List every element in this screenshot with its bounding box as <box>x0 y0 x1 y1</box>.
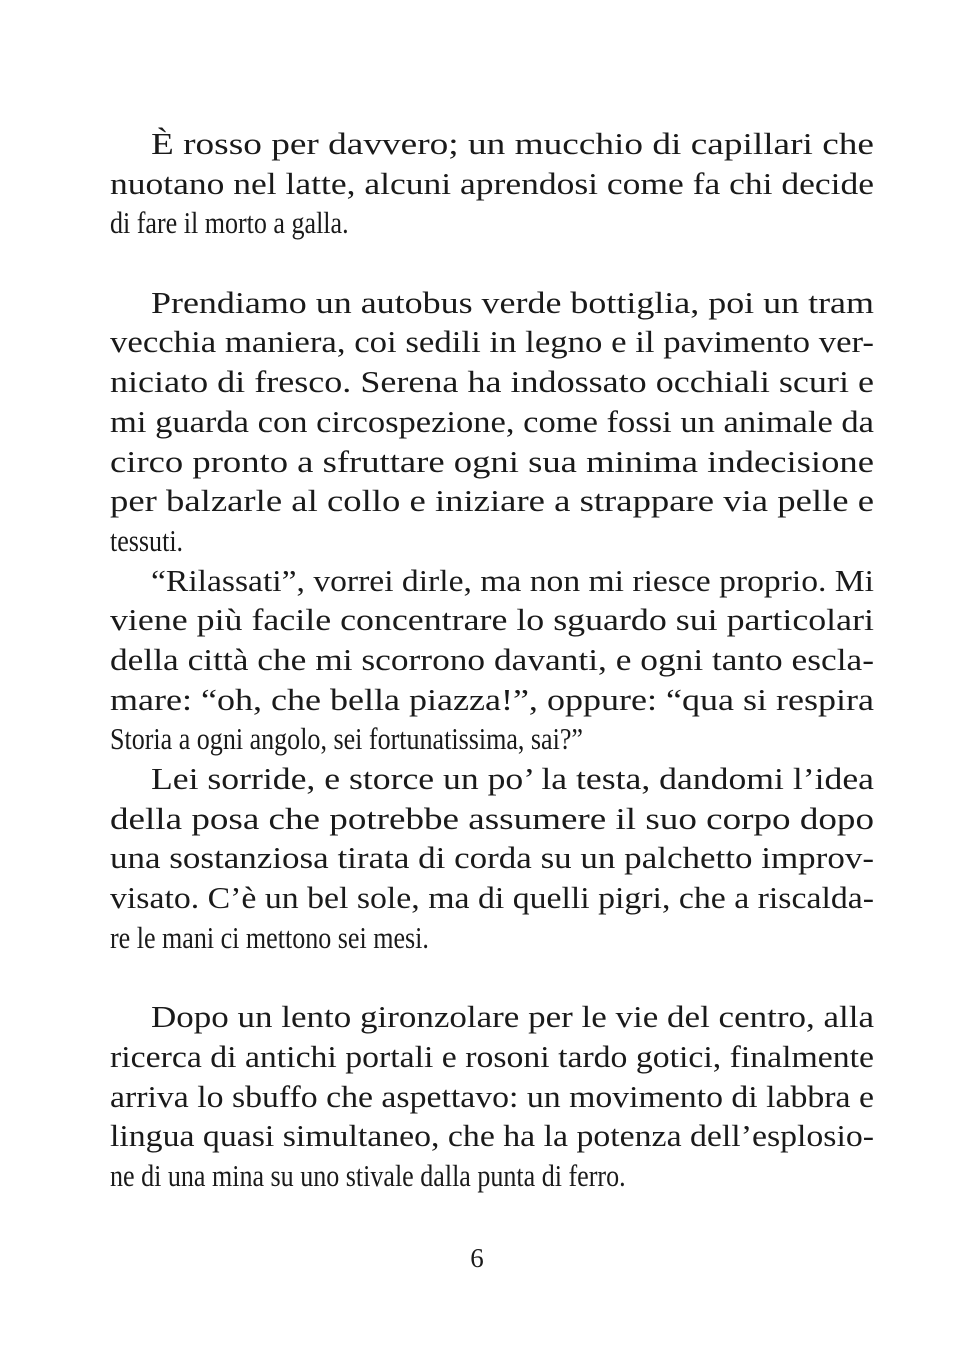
text-line <box>110 283 874 323</box>
paragraph <box>110 124 874 243</box>
text-line <box>110 838 874 878</box>
text-line <box>110 1037 874 1077</box>
text-line <box>110 521 874 561</box>
text-line <box>110 680 874 720</box>
text-line <box>110 362 874 402</box>
text-line <box>110 1077 874 1117</box>
text-line-content: per balzarle al collo e iniziare a strappare via pelle e <box>110 483 874 519</box>
text-line <box>110 561 874 601</box>
text-line-content: mare: “oh, che bella piazza!”, oppure: “qua si respira <box>110 681 874 717</box>
text-line <box>110 203 874 243</box>
text-line <box>110 997 874 1037</box>
text-line <box>110 481 874 521</box>
text-line <box>110 878 874 918</box>
text-line-content: visato. C’è un bel sole, ma di quelli pigri, che a riscalda- <box>110 880 874 916</box>
text-line <box>110 442 874 482</box>
paragraph-spacer <box>110 243 874 283</box>
body-text <box>110 124 874 1196</box>
text-line-content: Prendiamo un autobus verde bottiglia, poi un tram <box>151 284 875 320</box>
text-line-content: circo pronto a sfruttare ogni sua minima indecisione <box>110 443 874 479</box>
text-line-content: mi guarda con circospezione, come fossi un animale da <box>110 403 874 439</box>
text-line-content: niciato di fresco. Serena ha indossato occhiali scuri e <box>110 364 874 400</box>
text-line <box>110 124 874 164</box>
text-line <box>110 640 874 680</box>
text-line <box>110 322 874 362</box>
text-line <box>110 719 874 759</box>
paragraph-spacer <box>110 957 874 997</box>
text-line-content: della città che mi scorrono davanti, e ogni tanto escla- <box>110 641 875 677</box>
text-line-content: ne di una mina su uno stivale dalla punta di ferro. <box>110 1157 626 1193</box>
text-line-content: viene più facile concentrare lo sguardo sui particolari <box>110 602 874 638</box>
text-line <box>110 164 874 204</box>
text-line <box>110 402 874 442</box>
text-line <box>110 799 874 839</box>
text-line-content: arriva lo sbuffo che aspettavo: un movimento di labbra e <box>110 1078 874 1114</box>
text-line-content: Dopo un lento gironzolare per le vie del centro, alla <box>151 999 874 1035</box>
text-line-content: Lei sorride, e storce un po’ la testa, dandomi l’idea <box>151 761 874 796</box>
text-line <box>110 1156 874 1196</box>
page-number: 6 <box>470 1243 484 1273</box>
paragraph <box>110 997 874 1195</box>
text-line-content: della posa che potrebbe assumere il suo corpo dopo <box>110 800 874 836</box>
paragraph <box>110 561 874 759</box>
paragraph <box>110 759 874 957</box>
text-line-content: “Rilassati”, vorrei dirle, ma non mi riesce proprio. Mi <box>151 562 875 598</box>
paragraph <box>110 283 874 561</box>
text-line <box>110 918 874 958</box>
text-line-content: lingua quasi simultaneo, che ha la potenza dell’esplosio- <box>110 1118 874 1154</box>
text-line <box>110 759 874 799</box>
text-line-content: tessuti. <box>110 522 184 558</box>
text-line-content: nuotano nel latte, alcuni aprendosi come fa chi decide <box>110 165 874 201</box>
text-line-content: vecchia maniera, coi sedili in legno e il pavimento ver- <box>110 324 874 360</box>
text-line-content: re le mani ci mettono sei mesi. <box>110 919 429 955</box>
text-line-content: È rosso per davvero; un mucchio di capillari che <box>151 126 874 161</box>
text-line-content: di fare il morto a galla. <box>110 205 349 241</box>
text-line <box>110 1116 874 1156</box>
text-line-content: una sostanziosa tirata di corda su un palchetto improv- <box>110 840 874 876</box>
text-line-content: ricerca di antichi portali e rosoni tardo gotici, finalmente <box>110 1038 874 1074</box>
text-line-content: Storia a ogni angolo, sei fortunatissima, sai?” <box>110 721 583 757</box>
text-line <box>110 600 874 640</box>
